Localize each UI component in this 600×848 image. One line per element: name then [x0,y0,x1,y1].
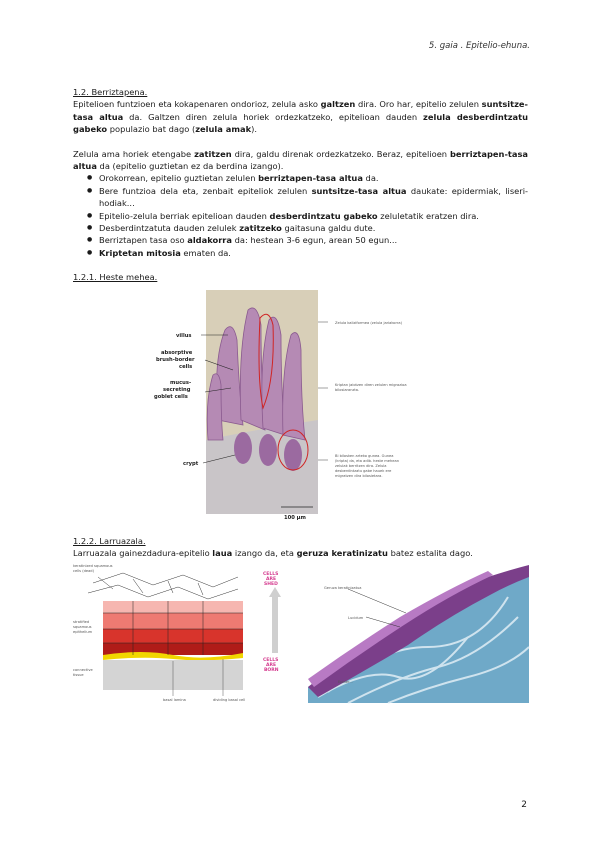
cells-born-1: CELLS [263,658,279,663]
text-run: batez estalita dago. [387,548,473,559]
text-run: Larruazala gainezdadura-epitelio [73,548,213,559]
text-run: Bere funtzioa dela eta, zenbait epiteliok zelulen [99,185,312,196]
note-3-line-4: desberdintzatu gabe hauek ere [335,469,392,473]
label-lucidum: Lucidum [348,616,364,620]
cells-shed-1: CELLS [263,572,279,577]
text-run: Berriztapen tasa oso [99,235,188,246]
text-run: dira. Oro har, epitelio zelulen [355,99,482,110]
subsection-heading: 1.2.2. Larruazala. [73,536,146,546]
list-item [73,185,528,210]
text-run: Epitelio-zelula berriak epitelioan dauden [99,210,270,221]
running-header: 5. gaia . Epitelio-ehuna. [428,41,530,51]
text-run: da: hestean 3-6 egun, arean 50 egun... [232,235,398,246]
note-3-line-5: migratzen dira bilosietara. [335,474,383,478]
label-basal-lamina: basal lamina [163,698,186,702]
skin-diagram [73,563,291,705]
intestine-villi-figure [154,290,543,522]
label-absorptive-2: brush-border [156,357,195,363]
bold-text: geruza keratinizatu [296,548,388,559]
cells-shed-3: SHED [264,582,278,587]
bold-text: berriztapen-tasa altua [73,148,528,172]
text-run: ematen da. [180,247,231,258]
layer-pink [103,613,243,629]
label-mid-1: stratified [73,620,90,624]
bold-text: suntsitze-tasa altua [311,185,407,196]
bold-text: galtzen [320,99,356,110]
bold-text: desberdintzatu gabeko [269,210,378,221]
label-absorptive-1: absorptive [161,350,193,356]
label-top-1: keratinized squamous [73,564,113,568]
bold-text: zelula amak [195,124,252,135]
body-text [73,86,528,284]
paragraph [73,98,528,135]
subsection-heading: 1.2.1. Heste mehea. [73,272,158,283]
label-mid-3: epithelium [73,630,93,634]
cells-born-3: BORN [264,668,279,673]
label-bottom-2: tissue [73,673,84,677]
bold-text: zelula desberdintzatu gabeko [73,111,528,135]
page-number: 2 [521,800,527,810]
bold-text: zatitzen [194,148,232,159]
section-heading: 1.2. Berriztapena. [73,87,148,97]
label-villus: villus [176,333,192,339]
text-run: izango da, eta [232,548,297,559]
text-run: gaitasuna galdu dute. [281,223,376,234]
note-2-line-1: Kriptan jaiotzen diren zelulen migrazioa [335,383,407,387]
label-crypt: crypt [183,461,199,467]
note-3-line-1: Bi bilosken arteko gunea. Gunea [335,454,394,458]
dead-cells [88,573,238,599]
text-run: da. Galtzen diren zelula horiek ordezkatzeko, epitelioan dauden [123,111,424,122]
list-item [73,247,528,259]
paragraph [73,148,528,173]
label-keratin: Geruza keratinizatua [324,586,362,590]
list-item [73,172,528,184]
bold-text: Kriptetan mitosia [99,247,181,258]
text-run: ). [251,124,257,135]
text-run: zeluletatik eratzen dira. [377,210,479,221]
cells-shed-2: ARE [266,577,277,582]
label-mucus-3: goblet cells [154,394,188,400]
bold-text: zatitzeko [239,223,282,234]
list-item [73,234,528,246]
cells-born-2: ARE [266,663,277,668]
bullet-list [73,172,528,259]
arrow-up [269,587,281,653]
note-3-line-2: (kripta) da, eta adib. heste mehean [335,459,399,463]
layer-pink-light [103,601,243,613]
list-item [73,210,528,222]
bold-text: aldakorra [187,235,232,246]
text-run: Desberdintzatuta dauden zelulek [99,223,240,234]
layer-red [103,629,243,643]
text-run: Zelula ama horiek etengabe [73,148,195,159]
bold-text: berriztapen-tasa altua [258,173,363,184]
paragraph [73,547,528,559]
label-dividing-cell: dividing basal cell [213,698,246,702]
scale-label: 100 µm [284,515,306,521]
text-run: populazio bat dago ( [107,124,196,135]
skin-micrograph [308,567,529,703]
bold-text: suntsitze-tasa altua [73,99,528,122]
bold-text: laua [212,548,233,559]
label-epidermis: Epider... [338,680,353,684]
text-run: Epitelioen funtzioen eta kokapenaren ondorioz, zelula asko [73,99,321,110]
text-run: daukate: epidermiak, liseri-hodiak... [99,185,528,209]
note-1: Zelula kaliziformea (zelula jariakorra) [335,321,402,325]
text-run: da. [362,173,379,184]
label-top-2: cells (dead) [73,569,94,573]
note-3-line-3: zelulak berritzen dira. Zelula [335,464,387,468]
skin-section [73,535,528,560]
label-mucus-2: secreting [163,387,191,393]
label-mucus-1: mucus- [170,380,192,386]
text-run: dira, galdu direnak ordezkatzeko. Beraz, epitelioen [231,148,450,159]
list-item [73,222,528,234]
text-run: da (epitelio guztietan ez da berdina izango). [96,161,284,172]
label-mid-2: squamous [73,625,92,629]
label-bottom-1: connective [73,668,93,672]
label-absorptive-3: cells [179,364,193,370]
note-2-line-2: bilosiaranzta. [335,388,360,392]
text-run: Orokorrean, epitelio guztietan zelulen [99,173,259,184]
